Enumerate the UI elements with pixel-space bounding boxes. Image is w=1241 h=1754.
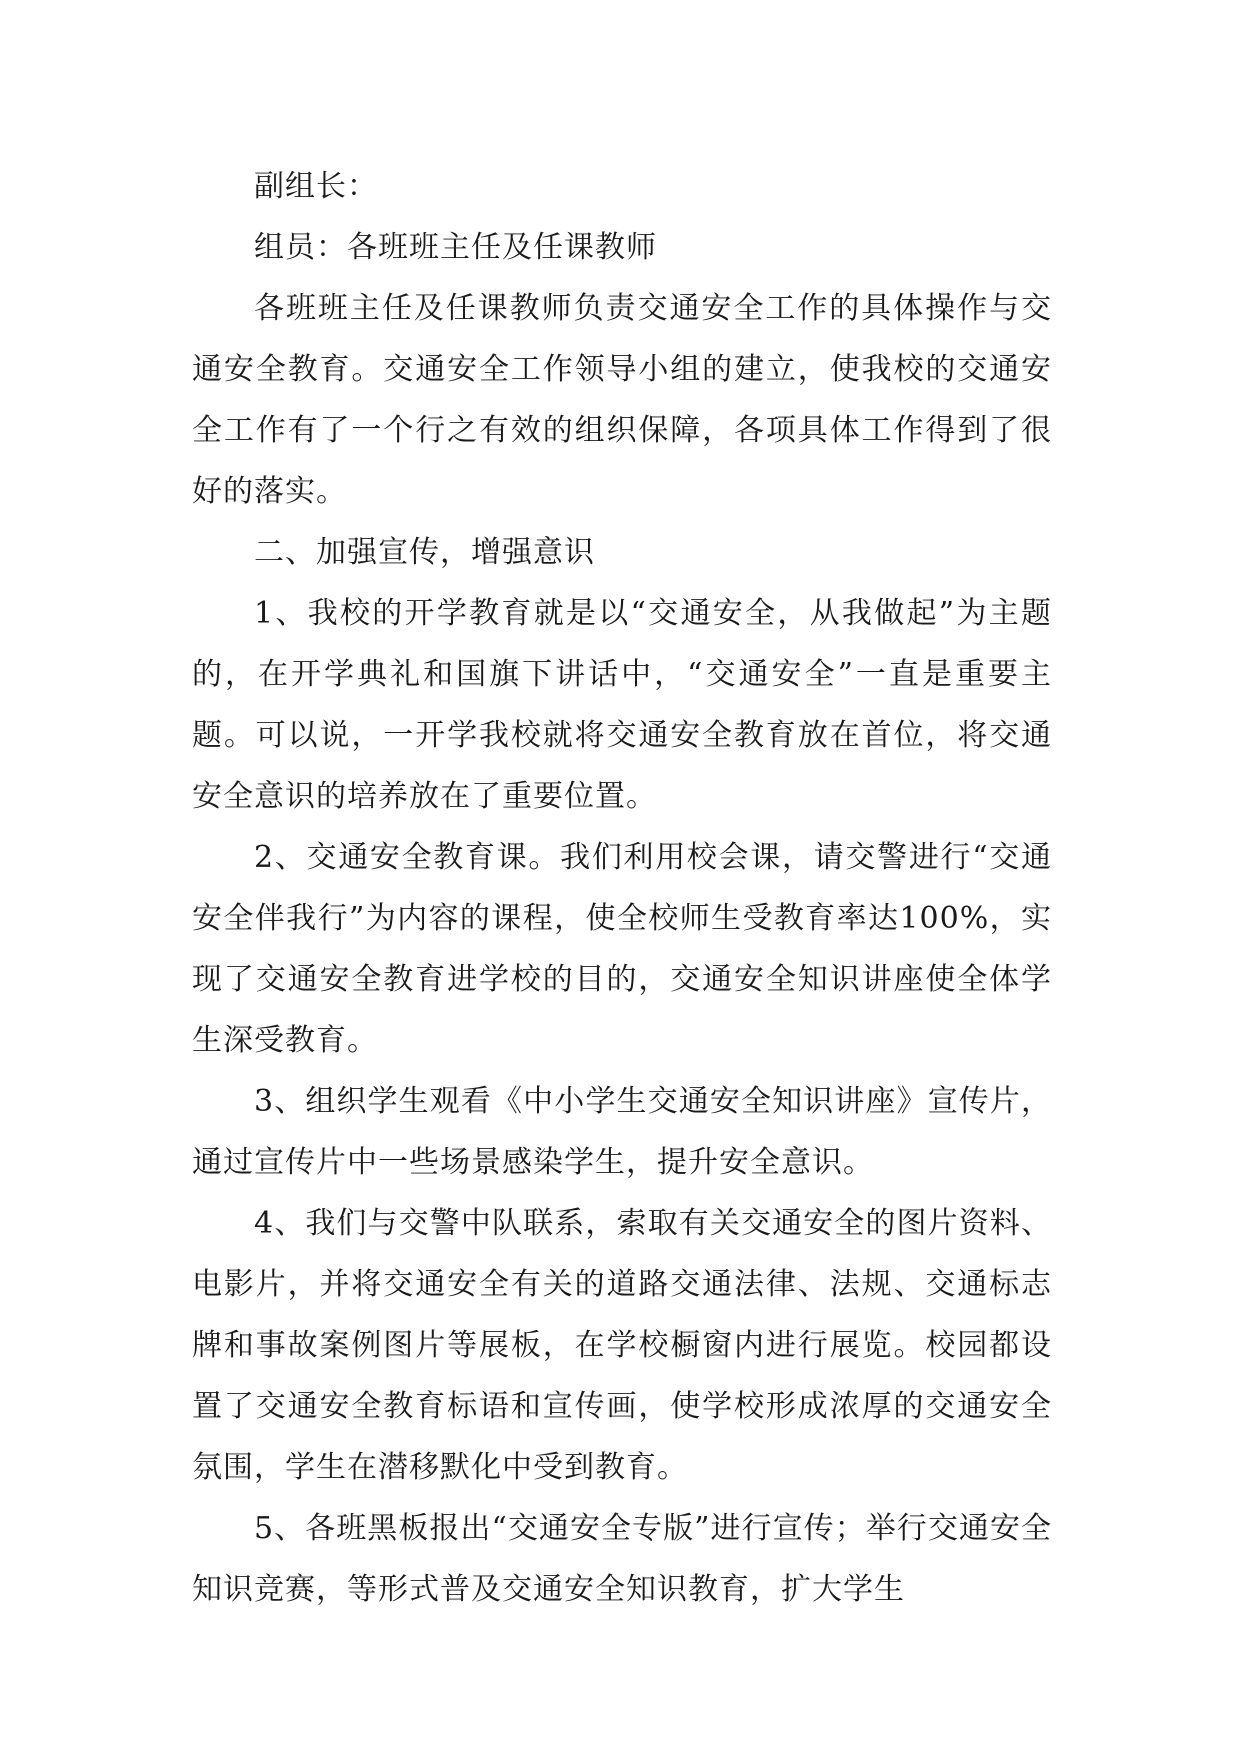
- section-heading-publicity: 二、加强宣传，增强意识: [254, 535, 595, 570]
- paragraph-item-2: 2、交通安全教育课。我们利用校会课，请交警进行“交通安全伴我行”为内容的课程，使全校师生受教育率达100%，实现了交通安全教育进学校的目的，交通安全知识讲座使全体学生深受教育。: [192, 840, 1052, 1058]
- paragraph-members: 组员：各班班主任及任课教师: [254, 230, 657, 265]
- paragraph-deputy-leader: 副组长：: [254, 169, 378, 204]
- paragraph-item-5: 5、各班黑板报出“交通安全专版”进行宣传；举行交通安全知识竞赛，等形式普及交通安全知识教育，扩大学生: [192, 1511, 1052, 1607]
- paragraph-item-4: 4、我们与交警中队联系，索取有关交通安全的图片资料、电影片，并将交通安全有关的道路交通法律、法规、交通标志牌和事故案例图片等展板，在学校橱窗内进行展览。校园都设置了交通安全教育标语和宣传画，使学校形成浓厚的交通安全氛围，学生在潜移默化中受到教育。: [192, 1206, 1052, 1485]
- paragraph-item-1: 1、我校的开学教育就是以“交通安全，从我做起”为主题的，在开学典礼和国旗下讲话中，“交通安全”一直是重要主题。可以说，一开学我校就将交通安全教育放在首位，将交通安全意识的培养放在了重要位置。: [192, 596, 1052, 814]
- paragraph-responsibility: 各班班主任及任课教师负责交通安全工作的具体操作与交通安全教育。交通安全工作领导小组的建立，使我校的交通安全工作有了一个行之有效的组织保障，各项具体工作得到了很好的落实。: [192, 291, 1052, 509]
- document-body: [192, 156, 1052, 1620]
- paragraph-item-3: 3、组织学生观看《中小学生交通安全知识讲座》宣传片，通过宣传片中一些场景感染学生，提升安全意识。: [192, 1084, 1052, 1180]
